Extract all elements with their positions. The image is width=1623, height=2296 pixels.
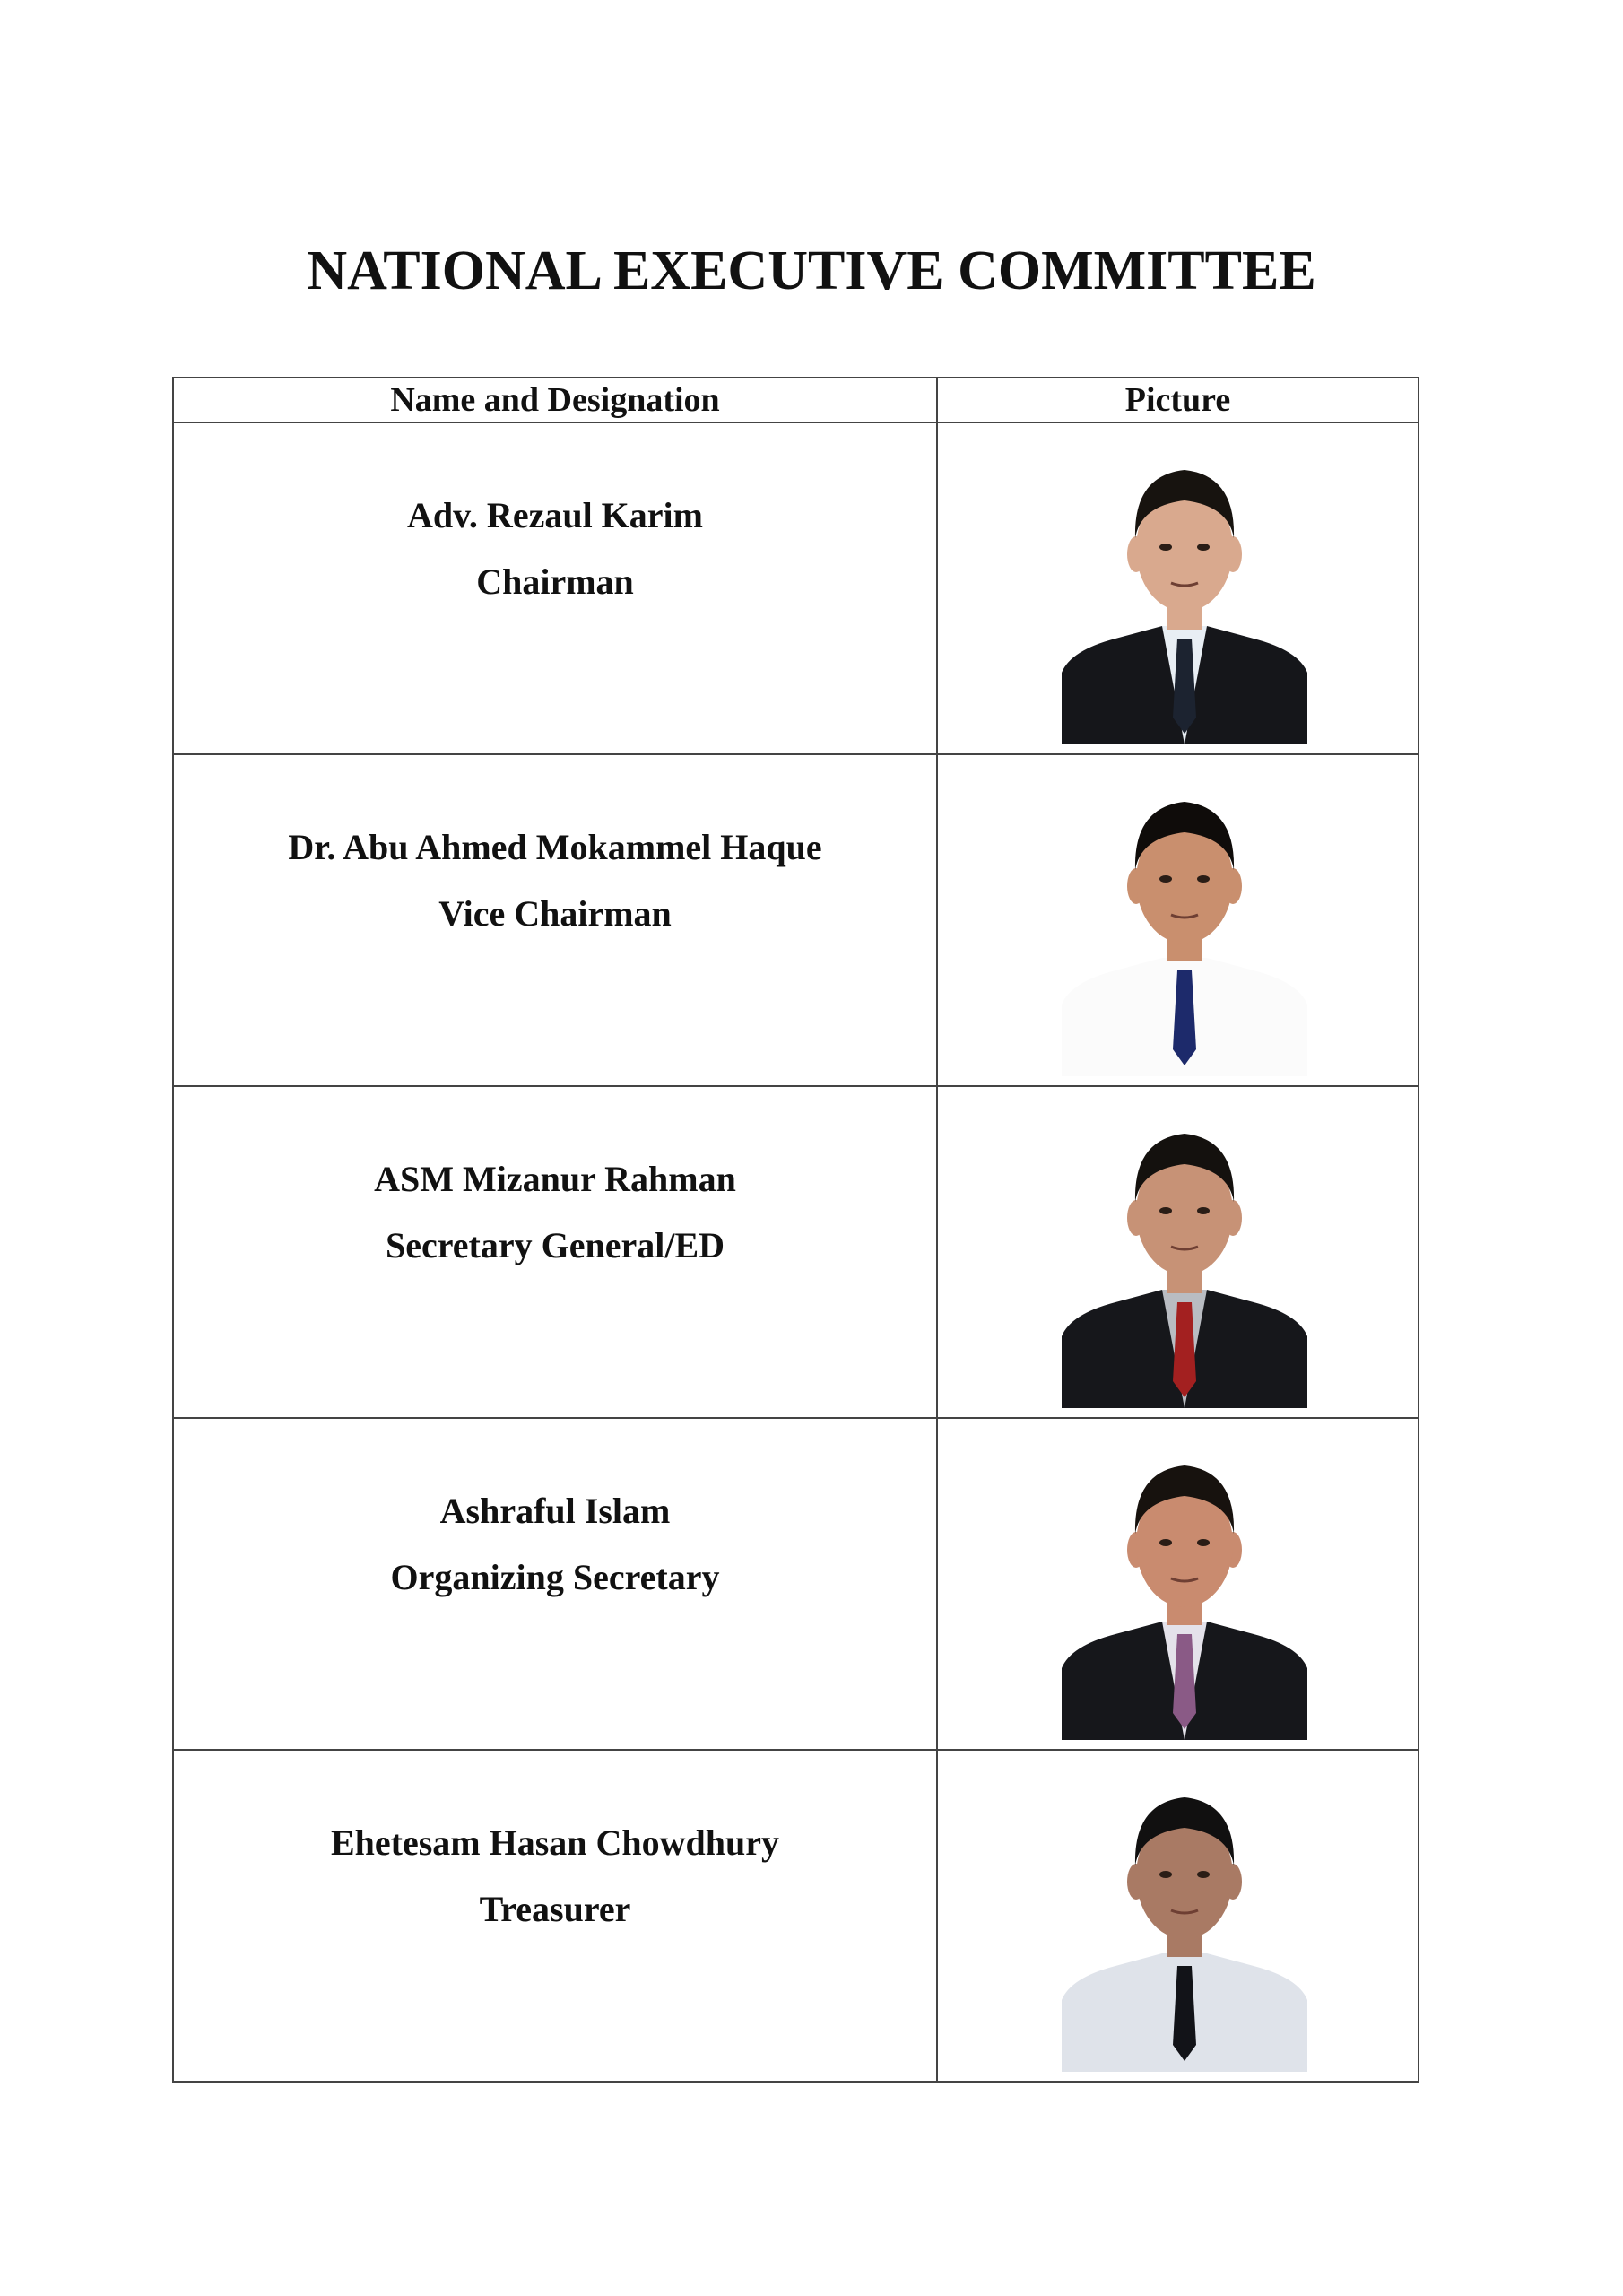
eye	[1197, 1871, 1210, 1878]
picture-cell	[937, 1086, 1419, 1418]
eye	[1159, 875, 1172, 883]
portrait-photo	[1062, 780, 1307, 1076]
page-title: NATIONAL EXECUTIVE COMMITTEE	[307, 240, 1316, 301]
table-row	[173, 1750, 1419, 2082]
column-header-picture: Picture	[937, 378, 1419, 422]
column-header-name-designation: Name and Designation	[173, 378, 937, 422]
table-header-row	[173, 378, 1419, 422]
picture-cell	[937, 1750, 1419, 2082]
member-designation: Treasurer	[479, 1889, 631, 1929]
eye	[1159, 1539, 1172, 1546]
eye	[1159, 544, 1172, 551]
eye	[1197, 1539, 1210, 1546]
eye	[1159, 1871, 1172, 1878]
member-name: Adv. Rezaul Karim	[407, 495, 703, 535]
picture-cell	[937, 422, 1419, 754]
portrait-photo	[1062, 448, 1307, 744]
name-designation-cell	[173, 754, 937, 1086]
member-designation: Secretary General/ED	[385, 1225, 725, 1265]
member-name: Ehetesam Hasan Chowdhury	[330, 1822, 780, 1863]
eye	[1197, 875, 1210, 883]
eye	[1197, 544, 1210, 551]
picture-cell	[937, 754, 1419, 1086]
committee-table	[172, 377, 1419, 2083]
table-row	[173, 754, 1419, 1086]
table-row	[173, 1086, 1419, 1418]
member-designation: Vice Chairman	[438, 893, 672, 934]
member-name: ASM Mizanur Rahman	[374, 1159, 736, 1199]
name-designation-cell	[173, 1750, 937, 2082]
table-row	[173, 422, 1419, 754]
table-row	[173, 1418, 1419, 1750]
name-designation-cell	[173, 1086, 937, 1418]
name-designation-cell	[173, 422, 937, 754]
member-name: Ashraful Islam	[439, 1491, 671, 1531]
portrait-photo	[1062, 1444, 1307, 1740]
picture-cell	[937, 1418, 1419, 1750]
eye	[1159, 1207, 1172, 1214]
portrait-photo	[1062, 1112, 1307, 1408]
member-designation: Chairman	[476, 561, 634, 602]
eye	[1197, 1207, 1210, 1214]
name-designation-cell	[173, 1418, 937, 1750]
member-name: Dr. Abu Ahmed Mokammel Haque	[288, 827, 822, 867]
member-designation: Organizing Secretary	[390, 1557, 720, 1597]
portrait-photo	[1062, 1776, 1307, 2072]
